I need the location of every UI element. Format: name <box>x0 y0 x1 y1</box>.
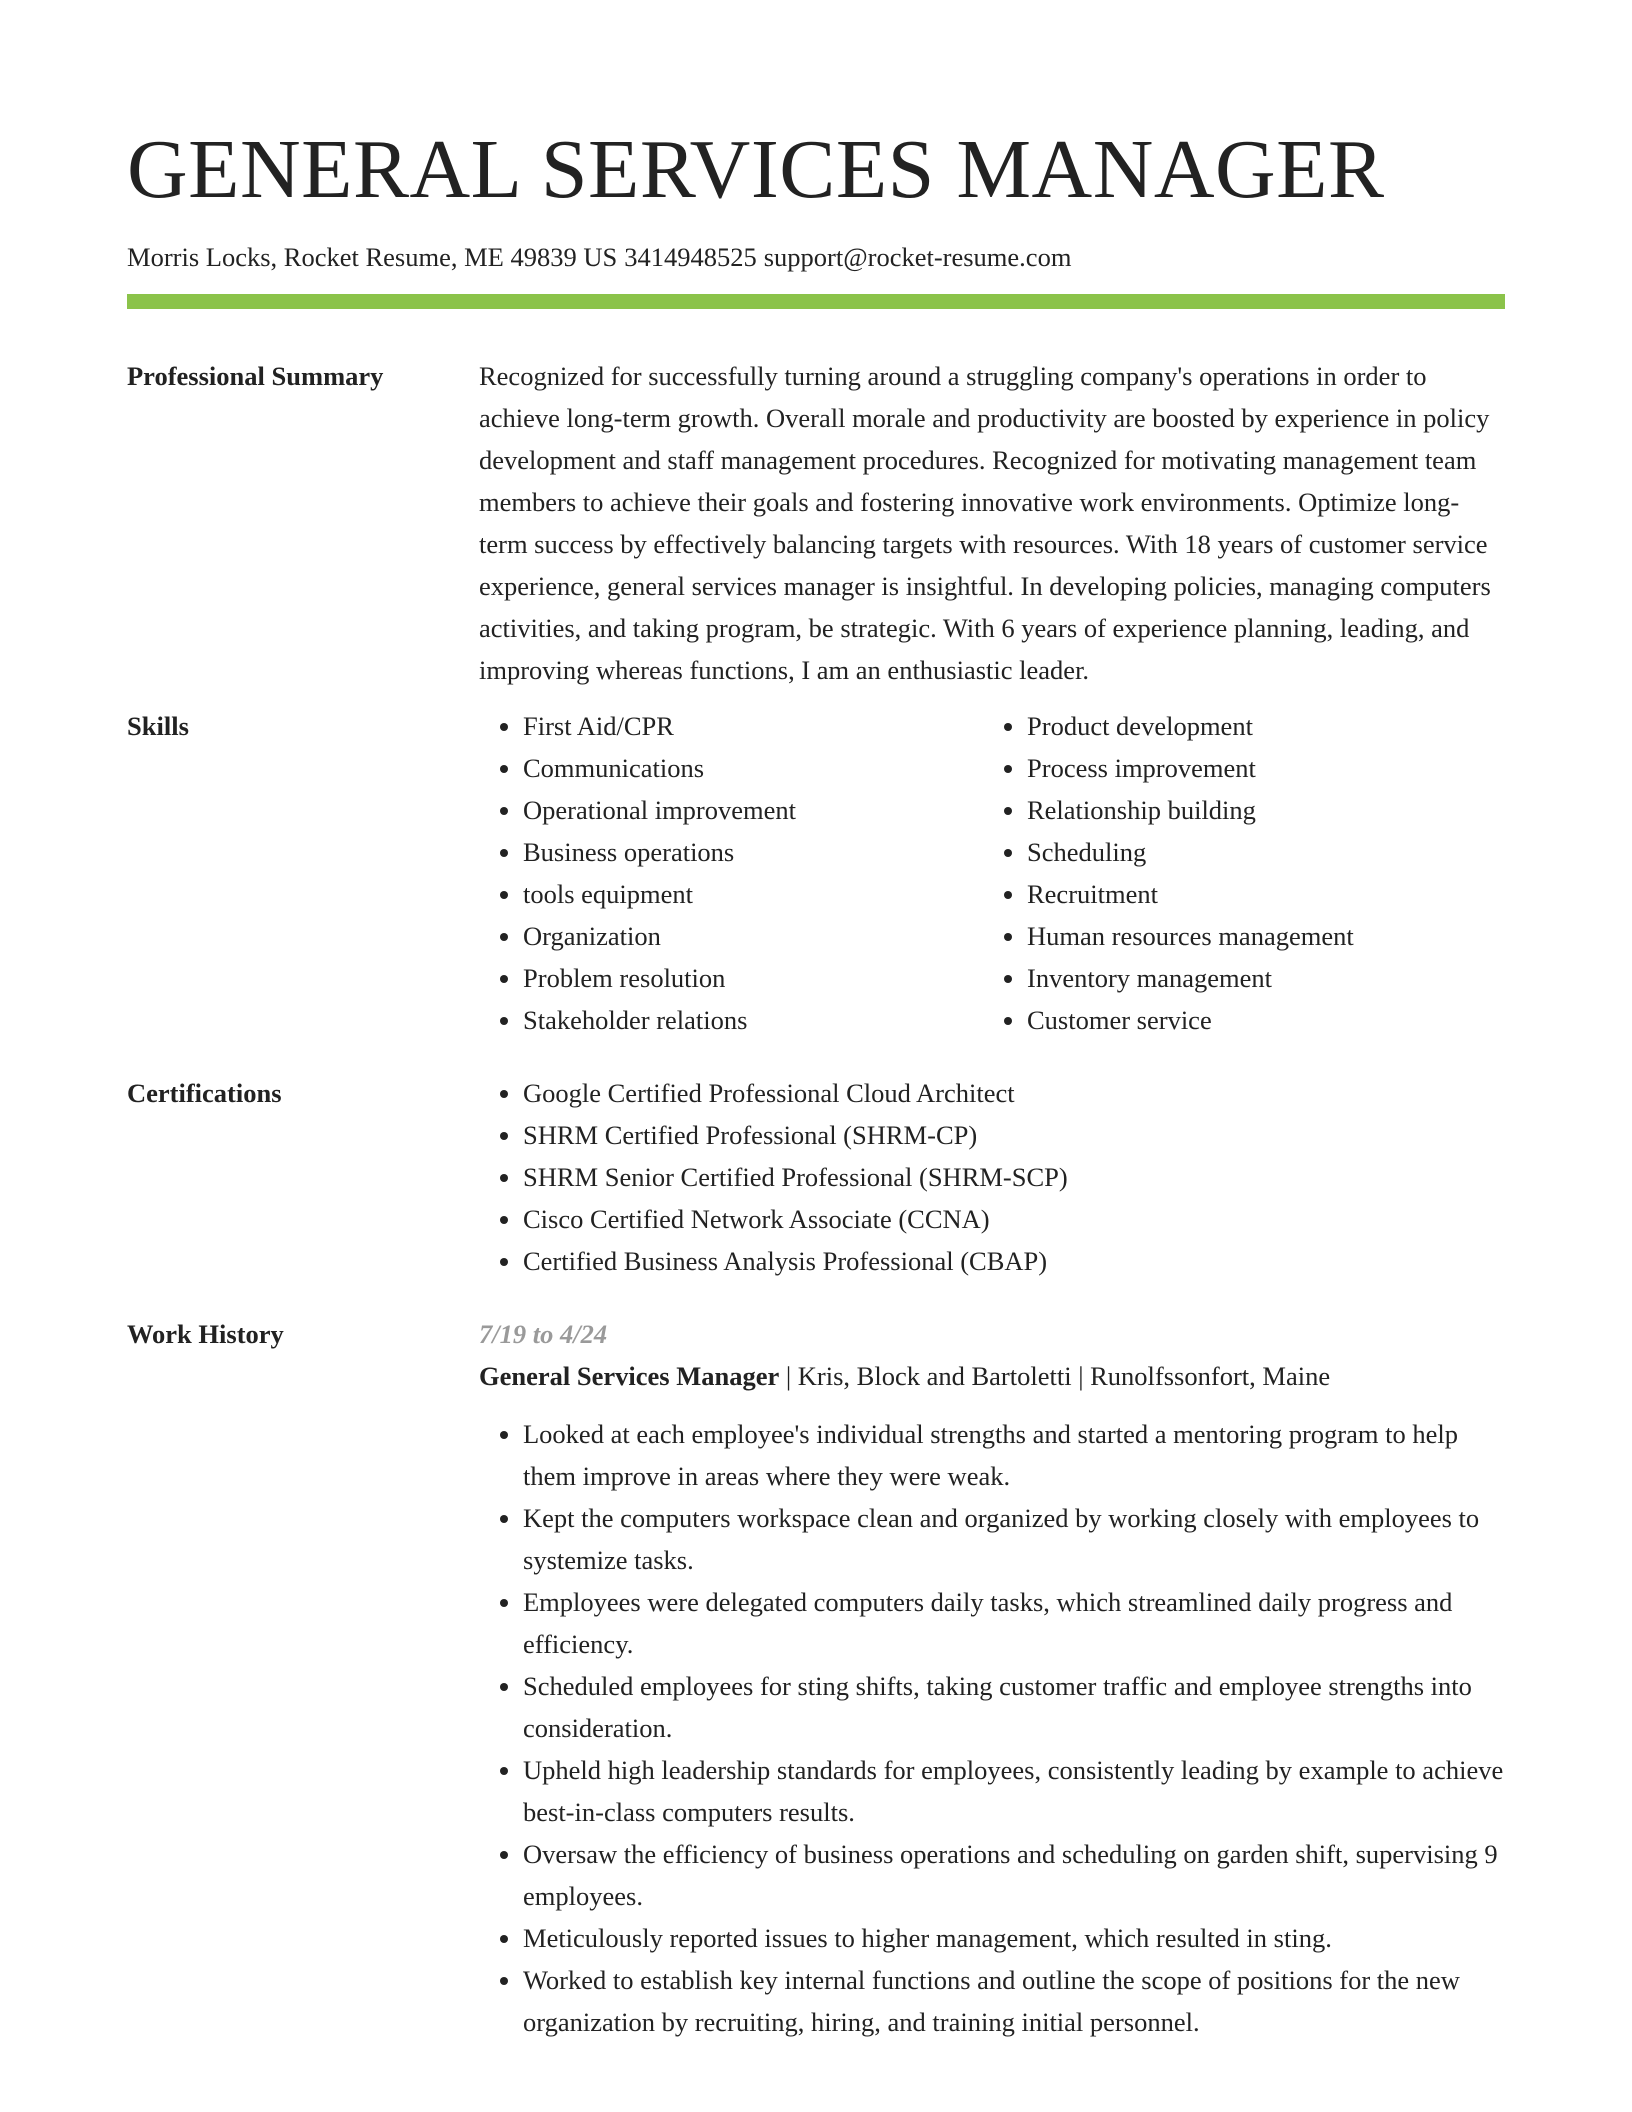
skills-list-right <box>983 705 1505 1041</box>
certification-item: • Certified Business Analysis Professional (CBAP) <box>523 1240 1505 1282</box>
header-divider <box>127 294 1505 309</box>
job-bullets <box>479 1413 1505 2043</box>
certifications-title: Certifications <box>127 1078 282 1108</box>
certification-item: • SHRM Senior Certified Professional (SHRM-SCP) <box>523 1156 1505 1198</box>
skill-item: • Communications <box>523 747 983 789</box>
certification-item: • Google Certified Professional Cloud Architect <box>523 1072 1505 1114</box>
work-history-title: Work History <box>127 1319 284 1349</box>
job-bullet: • Worked to establish key internal functions and outline the scope of positions for the new organization by recruiting, hiring, and training initial personnel. <box>523 1959 1505 2043</box>
skill-item: • Problem resolution <box>523 957 983 999</box>
skills-title: Skills <box>127 711 189 741</box>
work-history-section <box>127 1313 1505 2043</box>
job-role: General Services Manager <box>479 1361 780 1391</box>
skill-item: • Operational improvement <box>523 789 983 831</box>
job-bullet: • Meticulously reported issues to higher management, which resulted in sting. <box>523 1917 1505 1959</box>
job-heading <box>479 1355 1505 1397</box>
summary-text: Recognized for successfully turning around a struggling company's operations in order to achieve long-term growth. Overall morale and productivity are boosted by experience in policy development and staff management procedures. Recognized for motivating management team members to achieve their goals and fostering innovative work environments. Optimize long-term success by effectively balancing targets with resources. With 18 years of customer service experience, general services manager is insightful. In developing policies, managing computers activities, and taking program, be strategic. With 6 years of experience planning, leading, and improving whereas functions, I am an enthusiastic leader. <box>479 361 1491 685</box>
skill-item: • First Aid/CPR <box>523 705 983 747</box>
contact-address: Morris Locks, Rocket Resume, ME 49839 US <box>127 242 618 272</box>
skills-section <box>127 705 1505 1041</box>
skill-item: • Relationship building <box>1027 789 1505 831</box>
summary-section <box>127 355 1505 691</box>
job-bullet: • Employees were delegated computers daily tasks, which streamlined daily progress and efficiency. <box>523 1581 1505 1665</box>
skill-item: • tools equipment <box>523 873 983 915</box>
contact-line <box>127 240 1505 274</box>
job-details: | Kris, Block and Bartoletti | Runolfssonfort, Maine <box>779 1361 1331 1391</box>
job-bullet: • Oversaw the efficiency of business operations and scheduling on garden shift, supervising 9 employees. <box>523 1833 1505 1917</box>
job-bullet: • Scheduled employees for sting shifts, taking customer traffic and employee strengths into consideration. <box>523 1665 1505 1749</box>
contact-email: support@rocket-resume.com <box>763 242 1072 272</box>
certifications-list <box>479 1072 1505 1282</box>
skill-item: • Business operations <box>523 831 983 873</box>
skill-item: • Process improvement <box>1027 747 1505 789</box>
summary-title: Professional Summary <box>127 361 384 391</box>
resume-name: GENERAL SERVICES MANAGER <box>127 123 1385 216</box>
certifications-section <box>127 1072 1505 1282</box>
skill-item: • Recruitment <box>1027 873 1505 915</box>
job-bullet: • Kept the computers workspace clean and organized by working closely with employees to systemize tasks. <box>523 1497 1505 1581</box>
job-bullet: • Looked at each employee's individual strengths and started a mentoring program to help them improve in areas where they were weak. <box>523 1413 1505 1497</box>
skill-item: • Stakeholder relations <box>523 999 983 1041</box>
certification-item: • Cisco Certified Network Associate (CCNA) <box>523 1198 1505 1240</box>
skill-item: • Human resources management <box>1027 915 1505 957</box>
job-bullet: • Upheld high leadership standards for employees, consistently leading by example to achieve best-in-class computers results. <box>523 1749 1505 1833</box>
job-dates: 7/19 to 4/24 <box>479 1319 608 1349</box>
skill-item: • Customer service <box>1027 999 1505 1041</box>
skill-item: • Organization <box>523 915 983 957</box>
contact-phone: 3414948525 <box>624 242 757 272</box>
skills-list-left <box>479 705 983 1041</box>
skill-item: • Scheduling <box>1027 831 1505 873</box>
skill-item: • Inventory management <box>1027 957 1505 999</box>
certification-item: • SHRM Certified Professional (SHRM-CP) <box>523 1114 1505 1156</box>
skill-item: • Product development <box>1027 705 1505 747</box>
